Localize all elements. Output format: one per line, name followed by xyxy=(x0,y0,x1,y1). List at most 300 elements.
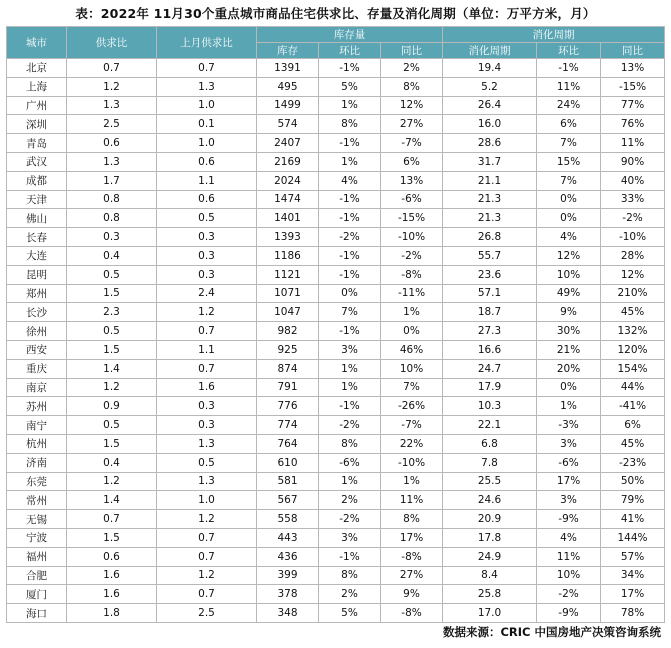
cell-cycle-yoy: 41% xyxy=(601,510,665,529)
cell-cycle-yoy: 11% xyxy=(601,134,665,153)
cell-cycle-mom: 6% xyxy=(537,115,601,134)
cell-city: 天津 xyxy=(7,190,67,209)
table-row xyxy=(7,604,665,623)
cell-cycle-mom: 11% xyxy=(537,547,601,566)
table-row xyxy=(7,284,665,303)
cell-last-month-ratio: 1.6 xyxy=(157,378,257,397)
cell-cycle-value: 16.0 xyxy=(443,115,537,134)
cell-last-month-ratio: 1.1 xyxy=(157,340,257,359)
cell-inventory-stock: 567 xyxy=(257,491,319,510)
cell-cycle-mom: 24% xyxy=(537,96,601,115)
cell-supply-ratio: 0.6 xyxy=(67,547,157,566)
cell-supply-ratio: 0.5 xyxy=(67,416,157,435)
table-row xyxy=(7,77,665,96)
cell-inventory-stock: 982 xyxy=(257,322,319,341)
table-row xyxy=(7,547,665,566)
cell-supply-ratio: 0.9 xyxy=(67,397,157,416)
cell-inventory-mom: -1% xyxy=(319,322,381,341)
cell-city: 广州 xyxy=(7,96,67,115)
cell-inventory-mom: 3% xyxy=(319,340,381,359)
cell-city: 福州 xyxy=(7,547,67,566)
cell-inventory-stock: 436 xyxy=(257,547,319,566)
cell-cycle-mom: 21% xyxy=(537,340,601,359)
cell-city: 北京 xyxy=(7,59,67,78)
cell-inventory-yoy: 9% xyxy=(381,585,443,604)
cell-cycle-mom: 10% xyxy=(537,265,601,284)
cell-cycle-value: 21.3 xyxy=(443,209,537,228)
cell-inventory-mom: 2% xyxy=(319,491,381,510)
cell-cycle-value: 24.6 xyxy=(443,491,537,510)
cell-cycle-value: 5.2 xyxy=(443,77,537,96)
cell-cycle-yoy: 120% xyxy=(601,340,665,359)
cell-last-month-ratio: 1.1 xyxy=(157,171,257,190)
cell-inventory-mom: 1% xyxy=(319,152,381,171)
cell-inventory-mom: -1% xyxy=(319,265,381,284)
cell-city: 青岛 xyxy=(7,134,67,153)
cell-cycle-value: 17.9 xyxy=(443,378,537,397)
cell-supply-ratio: 1.2 xyxy=(67,77,157,96)
cell-cycle-value: 26.4 xyxy=(443,96,537,115)
cell-supply-ratio: 1.5 xyxy=(67,434,157,453)
cell-cycle-mom: 7% xyxy=(537,134,601,153)
cell-city: 上海 xyxy=(7,77,67,96)
cell-inventory-mom: -1% xyxy=(319,397,381,416)
housing-supply-table xyxy=(6,26,665,623)
table-row xyxy=(7,472,665,491)
cell-city: 宁波 xyxy=(7,528,67,547)
cell-inventory-yoy: -8% xyxy=(381,604,443,623)
cell-cycle-yoy: 34% xyxy=(601,566,665,585)
cell-cycle-value: 8.4 xyxy=(443,566,537,585)
cell-inventory-stock: 874 xyxy=(257,359,319,378)
cell-city: 南京 xyxy=(7,378,67,397)
cell-cycle-value: 55.7 xyxy=(443,246,537,265)
cell-cycle-value: 10.3 xyxy=(443,397,537,416)
cell-inventory-stock: 1393 xyxy=(257,228,319,247)
cell-inventory-yoy: 10% xyxy=(381,359,443,378)
cell-inventory-stock: 1186 xyxy=(257,246,319,265)
cell-cycle-value: 28.6 xyxy=(443,134,537,153)
header-last-month-ratio: 上月供求比 xyxy=(157,27,257,59)
cell-inventory-stock: 1474 xyxy=(257,190,319,209)
cell-cycle-yoy: 79% xyxy=(601,491,665,510)
cell-supply-ratio: 1.8 xyxy=(67,604,157,623)
cell-cycle-mom: 4% xyxy=(537,228,601,247)
cell-cycle-mom: 7% xyxy=(537,171,601,190)
cell-inventory-mom: -2% xyxy=(319,510,381,529)
cell-supply-ratio: 1.3 xyxy=(67,152,157,171)
cell-inventory-mom: -1% xyxy=(319,59,381,78)
cell-supply-ratio: 1.4 xyxy=(67,359,157,378)
cell-inventory-stock: 1391 xyxy=(257,59,319,78)
cell-cycle-yoy: 17% xyxy=(601,585,665,604)
cell-inventory-yoy: -8% xyxy=(381,547,443,566)
cell-inventory-mom: 2% xyxy=(319,585,381,604)
cell-inventory-yoy: 17% xyxy=(381,528,443,547)
cell-cycle-mom: 1% xyxy=(537,397,601,416)
header-inventory-yoy: 同比 xyxy=(381,43,443,59)
cell-inventory-mom: -1% xyxy=(319,134,381,153)
cell-cycle-value: 31.7 xyxy=(443,152,537,171)
cell-supply-ratio: 0.6 xyxy=(67,134,157,153)
cell-last-month-ratio: 0.7 xyxy=(157,528,257,547)
cell-supply-ratio: 1.4 xyxy=(67,491,157,510)
cell-supply-ratio: 1.2 xyxy=(67,378,157,397)
cell-cycle-value: 7.8 xyxy=(443,453,537,472)
table-row xyxy=(7,322,665,341)
cell-city: 长沙 xyxy=(7,303,67,322)
cell-inventory-yoy: -2% xyxy=(381,246,443,265)
header-inventory-mom: 环比 xyxy=(319,43,381,59)
table-row xyxy=(7,434,665,453)
header-cycle-mom: 环比 xyxy=(537,43,601,59)
header-inventory: 库存量 xyxy=(257,27,443,43)
table-row xyxy=(7,303,665,322)
cell-supply-ratio: 1.5 xyxy=(67,340,157,359)
cell-inventory-mom: 8% xyxy=(319,566,381,585)
table-row xyxy=(7,171,665,190)
cell-last-month-ratio: 1.3 xyxy=(157,472,257,491)
cell-supply-ratio: 1.6 xyxy=(67,566,157,585)
table-row xyxy=(7,152,665,171)
cell-city: 武汉 xyxy=(7,152,67,171)
cell-inventory-yoy: 0% xyxy=(381,322,443,341)
cell-supply-ratio: 1.6 xyxy=(67,585,157,604)
table-row xyxy=(7,209,665,228)
cell-inventory-yoy: -26% xyxy=(381,397,443,416)
cell-inventory-stock: 925 xyxy=(257,340,319,359)
cell-inventory-yoy: 1% xyxy=(381,472,443,491)
cell-cycle-yoy: 6% xyxy=(601,416,665,435)
cell-inventory-yoy: 1% xyxy=(381,303,443,322)
cell-cycle-yoy: 28% xyxy=(601,246,665,265)
table-row xyxy=(7,510,665,529)
cell-inventory-mom: 0% xyxy=(319,284,381,303)
cell-cycle-mom: -2% xyxy=(537,585,601,604)
cell-last-month-ratio: 0.7 xyxy=(157,359,257,378)
cell-cycle-yoy: 45% xyxy=(601,434,665,453)
cell-supply-ratio: 0.8 xyxy=(67,209,157,228)
cell-inventory-stock: 399 xyxy=(257,566,319,585)
cell-last-month-ratio: 1.0 xyxy=(157,134,257,153)
header-cycle-value: 消化周期 xyxy=(443,43,537,59)
cell-cycle-value: 25.5 xyxy=(443,472,537,491)
cell-inventory-yoy: 8% xyxy=(381,77,443,96)
cell-last-month-ratio: 0.3 xyxy=(157,228,257,247)
table-row xyxy=(7,416,665,435)
cell-city: 常州 xyxy=(7,491,67,510)
cell-inventory-yoy: -6% xyxy=(381,190,443,209)
table-row xyxy=(7,228,665,247)
cell-inventory-stock: 1047 xyxy=(257,303,319,322)
cell-inventory-yoy: 8% xyxy=(381,510,443,529)
cell-inventory-stock: 495 xyxy=(257,77,319,96)
cell-cycle-yoy: -23% xyxy=(601,453,665,472)
table-row xyxy=(7,585,665,604)
cell-cycle-mom: -3% xyxy=(537,416,601,435)
cell-inventory-yoy: -7% xyxy=(381,134,443,153)
table-row xyxy=(7,96,665,115)
cell-last-month-ratio: 0.7 xyxy=(157,547,257,566)
cell-cycle-mom: -1% xyxy=(537,59,601,78)
cell-cycle-yoy: 57% xyxy=(601,547,665,566)
cell-city: 徐州 xyxy=(7,322,67,341)
cell-last-month-ratio: 0.6 xyxy=(157,190,257,209)
cell-supply-ratio: 0.5 xyxy=(67,322,157,341)
header-cycle: 消化周期 xyxy=(443,27,665,43)
cell-inventory-stock: 774 xyxy=(257,416,319,435)
cell-cycle-yoy: 90% xyxy=(601,152,665,171)
cell-cycle-value: 21.3 xyxy=(443,190,537,209)
cell-inventory-yoy: 6% xyxy=(381,152,443,171)
cell-supply-ratio: 2.5 xyxy=(67,115,157,134)
cell-cycle-yoy: 144% xyxy=(601,528,665,547)
cell-inventory-stock: 2024 xyxy=(257,171,319,190)
cell-last-month-ratio: 0.3 xyxy=(157,265,257,284)
cell-cycle-mom: 9% xyxy=(537,303,601,322)
cell-supply-ratio: 1.2 xyxy=(67,472,157,491)
cell-city: 济南 xyxy=(7,453,67,472)
cell-inventory-stock: 610 xyxy=(257,453,319,472)
cell-last-month-ratio: 0.7 xyxy=(157,585,257,604)
cell-city: 杭州 xyxy=(7,434,67,453)
table-body xyxy=(7,59,665,623)
cell-supply-ratio: 1.5 xyxy=(67,528,157,547)
cell-inventory-stock: 348 xyxy=(257,604,319,623)
cell-supply-ratio: 0.5 xyxy=(67,265,157,284)
table-row xyxy=(7,340,665,359)
cell-cycle-yoy: 45% xyxy=(601,303,665,322)
cell-inventory-mom: -1% xyxy=(319,190,381,209)
cell-inventory-stock: 1401 xyxy=(257,209,319,228)
table-row xyxy=(7,491,665,510)
cell-supply-ratio: 0.7 xyxy=(67,510,157,529)
cell-city: 佛山 xyxy=(7,209,67,228)
cell-inventory-mom: -1% xyxy=(319,547,381,566)
cell-last-month-ratio: 1.2 xyxy=(157,303,257,322)
cell-supply-ratio: 1.3 xyxy=(67,96,157,115)
cell-inventory-mom: 1% xyxy=(319,378,381,397)
cell-inventory-stock: 764 xyxy=(257,434,319,453)
cell-city: 苏州 xyxy=(7,397,67,416)
cell-inventory-stock: 776 xyxy=(257,397,319,416)
cell-last-month-ratio: 1.3 xyxy=(157,77,257,96)
cell-cycle-yoy: 77% xyxy=(601,96,665,115)
table-row xyxy=(7,453,665,472)
cell-cycle-value: 20.9 xyxy=(443,510,537,529)
cell-inventory-mom: 7% xyxy=(319,303,381,322)
table-row xyxy=(7,397,665,416)
cell-inventory-stock: 2169 xyxy=(257,152,319,171)
cell-inventory-mom: 8% xyxy=(319,115,381,134)
cell-inventory-stock: 558 xyxy=(257,510,319,529)
cell-city: 深圳 xyxy=(7,115,67,134)
cell-inventory-stock: 574 xyxy=(257,115,319,134)
cell-cycle-yoy: 40% xyxy=(601,171,665,190)
cell-inventory-mom: 8% xyxy=(319,434,381,453)
cell-inventory-mom: -1% xyxy=(319,246,381,265)
cell-cycle-yoy: 154% xyxy=(601,359,665,378)
cell-cycle-value: 24.7 xyxy=(443,359,537,378)
cell-cycle-yoy: -15% xyxy=(601,77,665,96)
cell-cycle-yoy: 50% xyxy=(601,472,665,491)
cell-inventory-mom: 4% xyxy=(319,171,381,190)
table-title: 表：2022年 11月30个重点城市商品住宅供求比、存量及消化周期（单位：万平方米，月） xyxy=(75,6,596,21)
cell-cycle-mom: -9% xyxy=(537,510,601,529)
cell-city: 郑州 xyxy=(7,284,67,303)
cell-inventory-mom: -6% xyxy=(319,453,381,472)
cell-cycle-mom: 49% xyxy=(537,284,601,303)
header-cycle-yoy: 同比 xyxy=(601,43,665,59)
cell-inventory-stock: 443 xyxy=(257,528,319,547)
cell-inventory-mom: 1% xyxy=(319,472,381,491)
cell-cycle-yoy: -10% xyxy=(601,228,665,247)
cell-cycle-mom: 30% xyxy=(537,322,601,341)
cell-cycle-mom: 3% xyxy=(537,434,601,453)
table-row xyxy=(7,378,665,397)
cell-inventory-stock: 2407 xyxy=(257,134,319,153)
cell-city: 东莞 xyxy=(7,472,67,491)
cell-supply-ratio: 1.7 xyxy=(67,171,157,190)
cell-inventory-yoy: 22% xyxy=(381,434,443,453)
cell-inventory-yoy: -15% xyxy=(381,209,443,228)
cell-last-month-ratio: 1.2 xyxy=(157,566,257,585)
cell-cycle-value: 17.0 xyxy=(443,604,537,623)
cell-cycle-value: 24.9 xyxy=(443,547,537,566)
cell-cycle-value: 18.7 xyxy=(443,303,537,322)
cell-last-month-ratio: 0.6 xyxy=(157,152,257,171)
cell-inventory-mom: -1% xyxy=(319,209,381,228)
cell-cycle-mom: 20% xyxy=(537,359,601,378)
cell-city: 长春 xyxy=(7,228,67,247)
cell-inventory-yoy: 12% xyxy=(381,96,443,115)
cell-inventory-yoy: 2% xyxy=(381,59,443,78)
cell-cycle-value: 16.6 xyxy=(443,340,537,359)
cell-inventory-mom: -2% xyxy=(319,228,381,247)
cell-cycle-yoy: -2% xyxy=(601,209,665,228)
cell-inventory-mom: 5% xyxy=(319,604,381,623)
cell-cycle-yoy: 44% xyxy=(601,378,665,397)
cell-supply-ratio: 0.4 xyxy=(67,246,157,265)
cell-cycle-value: 25.8 xyxy=(443,585,537,604)
cell-inventory-yoy: 7% xyxy=(381,378,443,397)
cell-inventory-yoy: 27% xyxy=(381,115,443,134)
cell-last-month-ratio: 2.5 xyxy=(157,604,257,623)
cell-last-month-ratio: 0.7 xyxy=(157,322,257,341)
cell-cycle-mom: 11% xyxy=(537,77,601,96)
table-row xyxy=(7,566,665,585)
cell-inventory-yoy: 27% xyxy=(381,566,443,585)
cell-inventory-yoy: -11% xyxy=(381,284,443,303)
cell-inventory-yoy: -8% xyxy=(381,265,443,284)
header-supply-ratio: 供求比 xyxy=(67,27,157,59)
cell-cycle-yoy: -41% xyxy=(601,397,665,416)
cell-cycle-yoy: 33% xyxy=(601,190,665,209)
cell-city: 西安 xyxy=(7,340,67,359)
table-row xyxy=(7,265,665,284)
cell-inventory-stock: 1071 xyxy=(257,284,319,303)
table-row xyxy=(7,59,665,78)
cell-inventory-mom: 3% xyxy=(319,528,381,547)
cell-inventory-mom: 1% xyxy=(319,359,381,378)
cell-supply-ratio: 0.7 xyxy=(67,59,157,78)
cell-cycle-yoy: 132% xyxy=(601,322,665,341)
cell-last-month-ratio: 0.7 xyxy=(157,59,257,78)
cell-city: 无锡 xyxy=(7,510,67,529)
cell-city: 厦门 xyxy=(7,585,67,604)
cell-cycle-mom: -9% xyxy=(537,604,601,623)
cell-cycle-value: 22.1 xyxy=(443,416,537,435)
cell-inventory-stock: 1499 xyxy=(257,96,319,115)
cell-inventory-stock: 581 xyxy=(257,472,319,491)
table-row xyxy=(7,246,665,265)
cell-last-month-ratio: 1.0 xyxy=(157,96,257,115)
cell-last-month-ratio: 0.5 xyxy=(157,453,257,472)
cell-city: 南宁 xyxy=(7,416,67,435)
cell-cycle-value: 27.3 xyxy=(443,322,537,341)
cell-cycle-mom: 3% xyxy=(537,491,601,510)
cell-cycle-mom: 0% xyxy=(537,209,601,228)
cell-cycle-value: 23.6 xyxy=(443,265,537,284)
cell-inventory-yoy: 11% xyxy=(381,491,443,510)
cell-inventory-yoy: -7% xyxy=(381,416,443,435)
cell-cycle-yoy: 13% xyxy=(601,59,665,78)
cell-last-month-ratio: 0.5 xyxy=(157,209,257,228)
cell-last-month-ratio: 0.3 xyxy=(157,246,257,265)
cell-cycle-mom: 0% xyxy=(537,378,601,397)
cell-inventory-yoy: -10% xyxy=(381,228,443,247)
table-row xyxy=(7,190,665,209)
cell-city: 合肥 xyxy=(7,566,67,585)
cell-cycle-value: 26.8 xyxy=(443,228,537,247)
cell-inventory-yoy: 13% xyxy=(381,171,443,190)
header-city: 城市 xyxy=(7,27,67,59)
cell-inventory-yoy: -10% xyxy=(381,453,443,472)
table-row xyxy=(7,115,665,134)
table-row xyxy=(7,134,665,153)
cell-last-month-ratio: 1.0 xyxy=(157,491,257,510)
table-row xyxy=(7,528,665,547)
cell-cycle-yoy: 76% xyxy=(601,115,665,134)
cell-cycle-mom: 15% xyxy=(537,152,601,171)
cell-supply-ratio: 1.5 xyxy=(67,284,157,303)
cell-city: 海口 xyxy=(7,604,67,623)
data-source-note: 数据来源：CRIC 中国房地产决策咨询系统 xyxy=(442,625,661,639)
cell-last-month-ratio: 2.4 xyxy=(157,284,257,303)
cell-last-month-ratio: 0.1 xyxy=(157,115,257,134)
cell-cycle-mom: -6% xyxy=(537,453,601,472)
cell-cycle-mom: 4% xyxy=(537,528,601,547)
cell-inventory-stock: 791 xyxy=(257,378,319,397)
cell-city: 大连 xyxy=(7,246,67,265)
cell-cycle-mom: 17% xyxy=(537,472,601,491)
cell-last-month-ratio: 1.2 xyxy=(157,510,257,529)
cell-cycle-yoy: 12% xyxy=(601,265,665,284)
cell-cycle-mom: 0% xyxy=(537,190,601,209)
cell-inventory-stock: 378 xyxy=(257,585,319,604)
cell-supply-ratio: 0.8 xyxy=(67,190,157,209)
cell-cycle-yoy: 78% xyxy=(601,604,665,623)
cell-supply-ratio: 0.4 xyxy=(67,453,157,472)
cell-city: 昆明 xyxy=(7,265,67,284)
cell-cycle-yoy: 210% xyxy=(601,284,665,303)
cell-cycle-mom: 12% xyxy=(537,246,601,265)
cell-cycle-value: 6.8 xyxy=(443,434,537,453)
cell-last-month-ratio: 0.3 xyxy=(157,416,257,435)
cell-cycle-mom: 10% xyxy=(537,566,601,585)
cell-inventory-stock: 1121 xyxy=(257,265,319,284)
cell-cycle-value: 21.1 xyxy=(443,171,537,190)
